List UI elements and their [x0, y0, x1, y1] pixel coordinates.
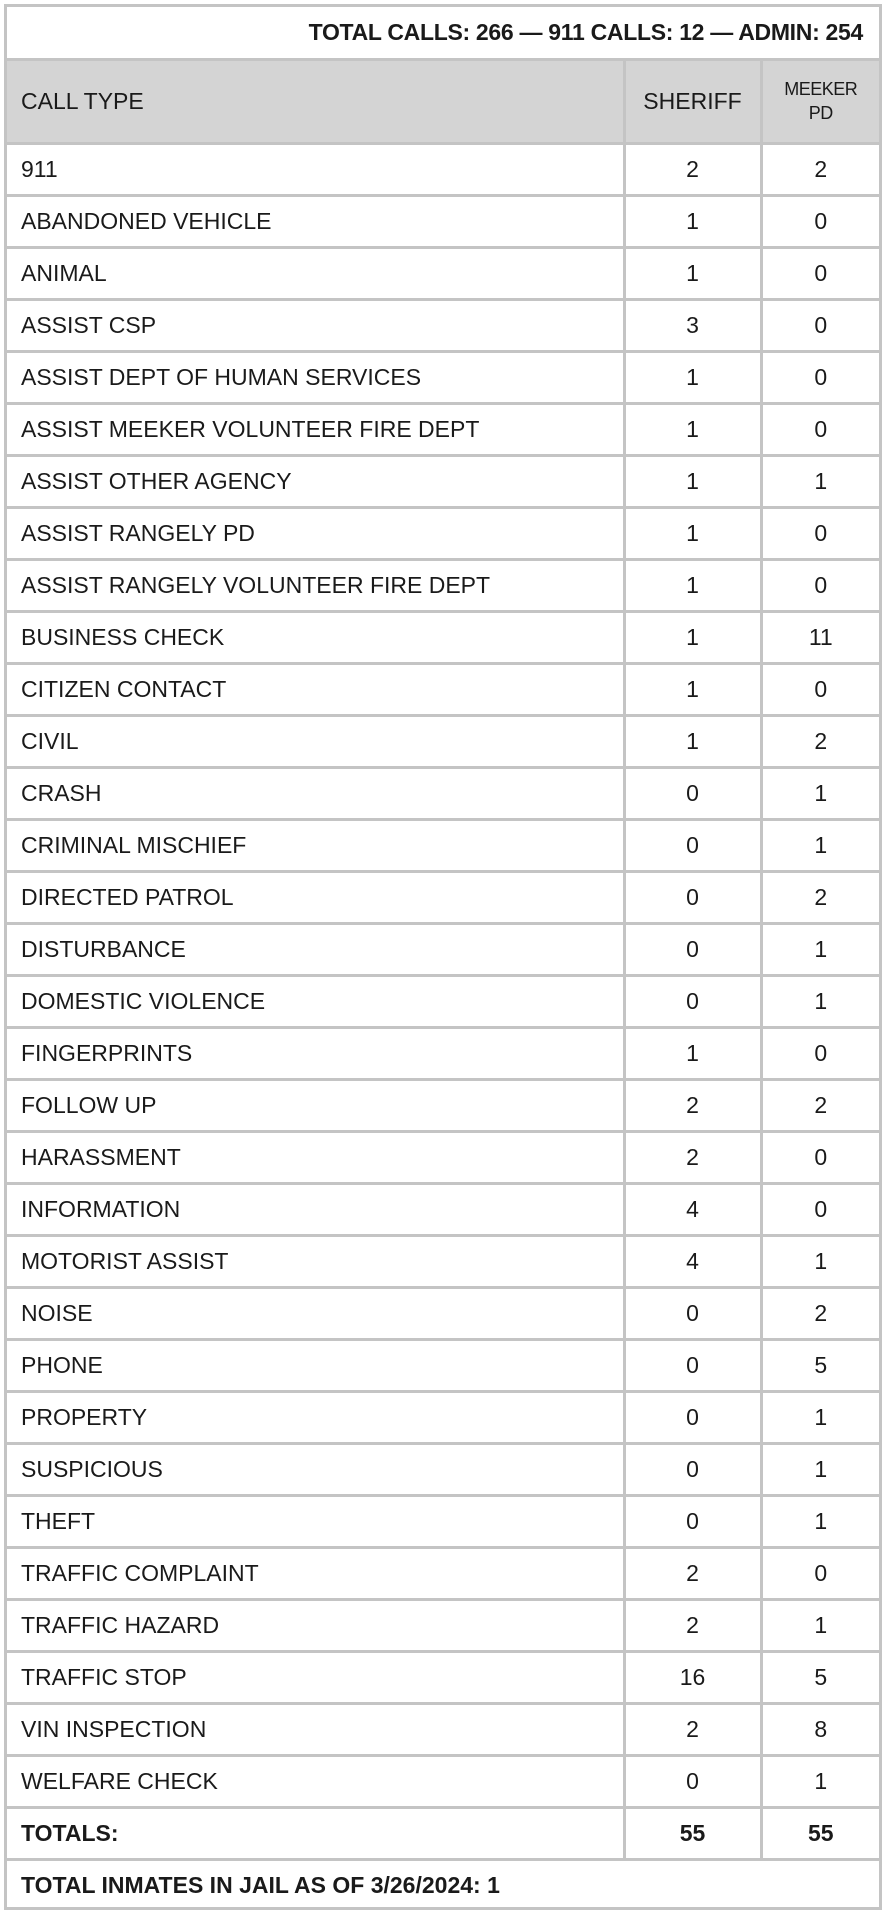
call-type-cell: ASSIST OTHER AGENCY — [7, 455, 624, 507]
table-row — [7, 1339, 879, 1391]
meeker-cell: 2 — [761, 715, 879, 767]
meeker-cell: 2 — [761, 1079, 879, 1131]
meeker-cell: 0 — [761, 1547, 879, 1599]
call-type-cell: ASSIST CSP — [7, 299, 624, 351]
table-row — [7, 1651, 879, 1703]
sheriff-cell: 4 — [624, 1235, 761, 1287]
meeker-cell: 5 — [761, 1339, 879, 1391]
sheriff-cell: 2 — [624, 1079, 761, 1131]
sheriff-cell: 0 — [624, 1339, 761, 1391]
call-type-cell: THEFT — [7, 1495, 624, 1547]
call-type-cell: VIN INSPECTION — [7, 1703, 624, 1755]
table-row — [7, 351, 879, 403]
call-type-cell: CRASH — [7, 767, 624, 819]
totals-meeker: 55 — [761, 1807, 879, 1859]
table-row — [7, 1703, 879, 1755]
sheriff-cell: 0 — [624, 819, 761, 871]
meeker-cell: 1 — [761, 767, 879, 819]
call-type-cell: ANIMAL — [7, 247, 624, 299]
call-type-cell: MOTORIST ASSIST — [7, 1235, 624, 1287]
header-meeker-line1: MEEKER — [784, 79, 858, 99]
call-type-cell: TRAFFIC STOP — [7, 1651, 624, 1703]
sheriff-cell: 1 — [624, 611, 761, 663]
call-type-cell: TRAFFIC HAZARD — [7, 1599, 624, 1651]
meeker-cell: 5 — [761, 1651, 879, 1703]
call-type-cell: CIVIL — [7, 715, 624, 767]
meeker-cell: 1 — [761, 455, 879, 507]
table-row — [7, 715, 879, 767]
meeker-cell: 1 — [761, 975, 879, 1027]
totals-label: TOTALS: — [7, 1807, 624, 1859]
call-type-cell: ASSIST RANGELY PD — [7, 507, 624, 559]
sheriff-cell: 1 — [624, 559, 761, 611]
call-type-cell: INFORMATION — [7, 1183, 624, 1235]
table-row — [7, 247, 879, 299]
call-type-cell: FOLLOW UP — [7, 1079, 624, 1131]
table-row — [7, 1443, 879, 1495]
table-row — [7, 1495, 879, 1547]
meeker-cell: 0 — [761, 299, 879, 351]
table-row — [7, 507, 879, 559]
sheriff-cell: 1 — [624, 351, 761, 403]
table-row — [7, 611, 879, 663]
sheriff-cell: 16 — [624, 1651, 761, 1703]
table-row — [7, 923, 879, 975]
call-type-cell: ASSIST RANGELY VOLUNTEER FIRE DEPT — [7, 559, 624, 611]
call-type-cell: CITIZEN CONTACT — [7, 663, 624, 715]
meeker-cell: 0 — [761, 1183, 879, 1235]
meeker-cell: 0 — [761, 247, 879, 299]
meeker-cell: 2 — [761, 143, 879, 195]
table-row — [7, 1079, 879, 1131]
sheriff-cell: 0 — [624, 923, 761, 975]
call-type-cell: HARASSMENT — [7, 1131, 624, 1183]
table-row — [7, 1287, 879, 1339]
table-row — [7, 1547, 879, 1599]
meeker-cell: 2 — [761, 1287, 879, 1339]
call-type-cell: WELFARE CHECK — [7, 1755, 624, 1807]
header-meeker-pd — [761, 59, 879, 143]
summary-banner: TOTAL CALLS: 266 — 911 CALLS: 12 — ADMIN: 254 — [7, 7, 879, 59]
table-row — [7, 195, 879, 247]
call-type-cell: ABANDONED VEHICLE — [7, 195, 624, 247]
table-row — [7, 663, 879, 715]
sheriff-cell: 2 — [624, 1131, 761, 1183]
call-type-cell: SUSPICIOUS — [7, 1443, 624, 1495]
sheriff-cell: 1 — [624, 195, 761, 247]
call-type-cell: DIRECTED PATROL — [7, 871, 624, 923]
meeker-cell: 0 — [761, 351, 879, 403]
call-type-cell: TRAFFIC COMPLAINT — [7, 1547, 624, 1599]
call-type-cell: PHONE — [7, 1339, 624, 1391]
meeker-cell: 8 — [761, 1703, 879, 1755]
call-type-cell: DISTURBANCE — [7, 923, 624, 975]
meeker-cell: 2 — [761, 871, 879, 923]
call-type-cell: ASSIST MEEKER VOLUNTEER FIRE DEPT — [7, 403, 624, 455]
inmates-footer: TOTAL INMATES IN JAIL AS OF 3/26/2024: 1 — [7, 1859, 879, 1911]
sheriff-cell: 1 — [624, 1027, 761, 1079]
meeker-cell: 1 — [761, 1599, 879, 1651]
table-row — [7, 975, 879, 1027]
sheriff-cell: 0 — [624, 871, 761, 923]
meeker-cell: 0 — [761, 663, 879, 715]
sheriff-cell: 1 — [624, 403, 761, 455]
table-row — [7, 1131, 879, 1183]
sheriff-cell: 0 — [624, 975, 761, 1027]
meeker-cell: 0 — [761, 1131, 879, 1183]
sheriff-cell: 2 — [624, 1599, 761, 1651]
sheriff-cell: 0 — [624, 1391, 761, 1443]
sheriff-cell: 3 — [624, 299, 761, 351]
call-type-cell: CRIMINAL MISCHIEF — [7, 819, 624, 871]
meeker-cell: 1 — [761, 1235, 879, 1287]
table-row — [7, 1183, 879, 1235]
sheriff-cell: 1 — [624, 247, 761, 299]
sheriff-cell: 2 — [624, 143, 761, 195]
meeker-cell: 0 — [761, 195, 879, 247]
meeker-cell: 1 — [761, 1391, 879, 1443]
table-row — [7, 299, 879, 351]
sheriff-cell: 0 — [624, 1755, 761, 1807]
sheriff-cell: 0 — [624, 1287, 761, 1339]
table-body — [7, 143, 879, 1807]
call-report-table — [4, 4, 882, 1910]
sheriff-cell: 1 — [624, 507, 761, 559]
meeker-cell: 1 — [761, 1755, 879, 1807]
call-type-cell: BUSINESS CHECK — [7, 611, 624, 663]
call-type-cell: ASSIST DEPT OF HUMAN SERVICES — [7, 351, 624, 403]
header-call-type: CALL TYPE — [7, 59, 624, 143]
meeker-cell: 11 — [761, 611, 879, 663]
table-row — [7, 767, 879, 819]
sheriff-cell: 0 — [624, 1495, 761, 1547]
meeker-cell: 1 — [761, 1443, 879, 1495]
meeker-cell: 1 — [761, 1495, 879, 1547]
table-row — [7, 819, 879, 871]
table-row — [7, 1027, 879, 1079]
table-row — [7, 1755, 879, 1807]
sheriff-cell: 2 — [624, 1703, 761, 1755]
sheriff-cell: 0 — [624, 767, 761, 819]
table-row — [7, 559, 879, 611]
table-row — [7, 1599, 879, 1651]
call-type-cell: DOMESTIC VIOLENCE — [7, 975, 624, 1027]
sheriff-cell: 2 — [624, 1547, 761, 1599]
table-row — [7, 871, 879, 923]
table-row — [7, 143, 879, 195]
sheriff-cell: 1 — [624, 715, 761, 767]
table-row — [7, 455, 879, 507]
meeker-cell: 0 — [761, 403, 879, 455]
meeker-cell: 0 — [761, 559, 879, 611]
sheriff-cell: 1 — [624, 663, 761, 715]
sheriff-cell: 4 — [624, 1183, 761, 1235]
meeker-cell: 1 — [761, 819, 879, 871]
meeker-cell: 0 — [761, 1027, 879, 1079]
header-sheriff: SHERIFF — [624, 59, 761, 143]
header-meeker-line2: PD — [808, 103, 833, 123]
table-row — [7, 403, 879, 455]
call-type-cell: NOISE — [7, 1287, 624, 1339]
meeker-cell: 1 — [761, 923, 879, 975]
meeker-cell: 0 — [761, 507, 879, 559]
sheriff-cell: 0 — [624, 1443, 761, 1495]
call-type-cell: FINGERPRINTS — [7, 1027, 624, 1079]
totals-sheriff: 55 — [624, 1807, 761, 1859]
call-type-cell: 911 — [7, 143, 624, 195]
sheriff-cell: 1 — [624, 455, 761, 507]
totals-row — [7, 1807, 879, 1859]
table-row — [7, 1391, 879, 1443]
call-type-cell: PROPERTY — [7, 1391, 624, 1443]
table-row — [7, 1235, 879, 1287]
